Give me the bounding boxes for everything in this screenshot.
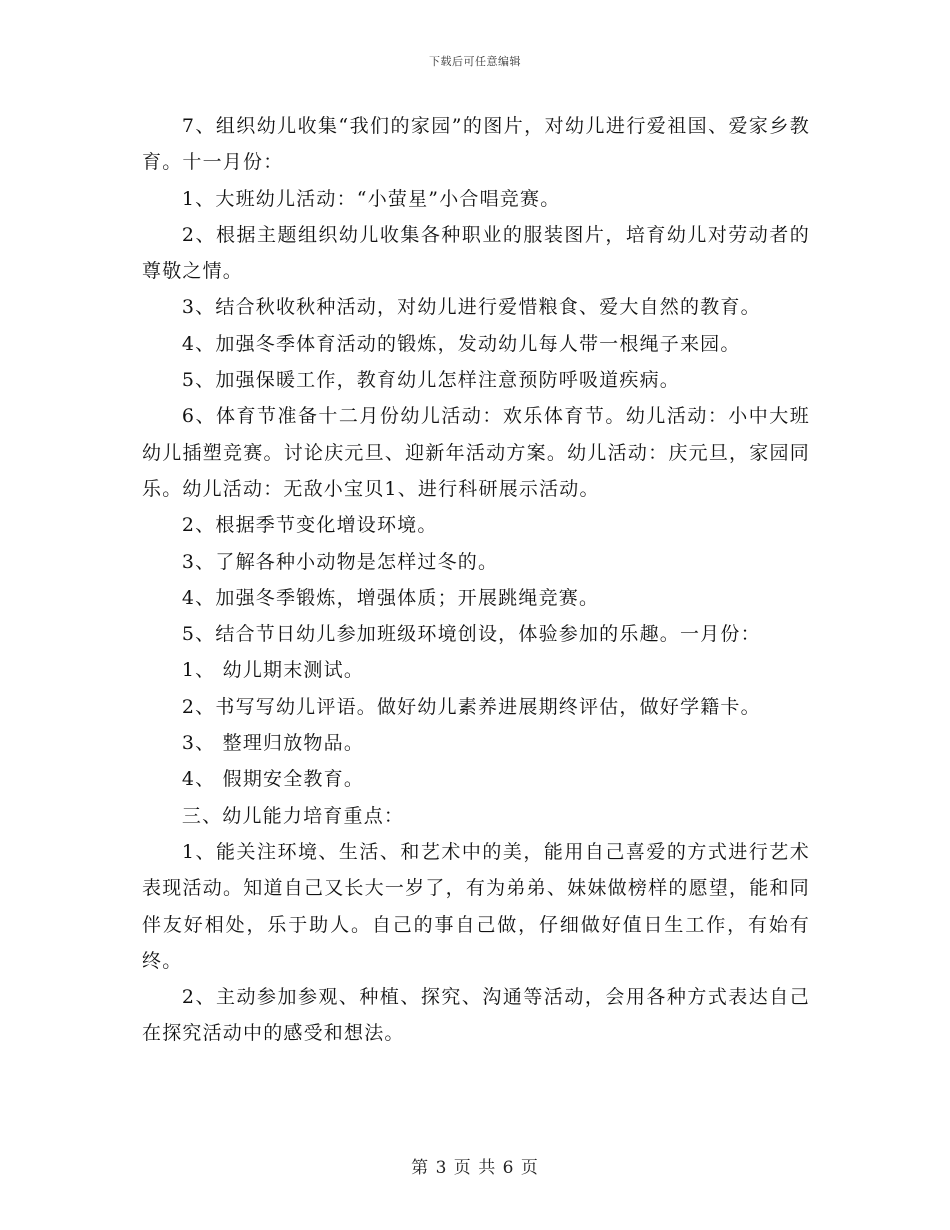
paragraph: 1、能关注环境、生活、和艺术中的美，能用自己喜爱的方式进行艺术表现活动。知道自己又长大一岁了，有为弟弟、妹妹做榜样的愿望，能和同伴友好相处，乐于助人。自己的事自己做，仔细做好值日生工作，有始有终。 bbox=[142, 840, 810, 972]
paragraph: 1、大班幼儿活动：“小萤星”小合唱竞赛。 bbox=[181, 187, 561, 210]
paragraph: 7、组织幼儿收集“我们的家园”的图片，对幼儿进行爱祖国、爱家乡教育。十一月份： bbox=[142, 115, 810, 174]
section-heading: 三、幼儿能力培育重点： bbox=[181, 804, 405, 827]
paragraph: 5、加强保暖工作，教育幼儿怎样注意预防呼吸道疾病。 bbox=[181, 369, 680, 392]
paragraph: 2、根据季节变化增设环境。 bbox=[181, 514, 438, 537]
paragraph: 4、 假期安全教育。 bbox=[181, 768, 365, 791]
paragraph: 4、加强冬季锻炼，增强体质；开展跳绳竞赛。 bbox=[181, 586, 600, 609]
page-number-footer: 第 3 页 共 6 页 bbox=[411, 1158, 539, 1178]
document-body bbox=[142, 108, 810, 1052]
paragraph: 3、结合秋收秋种活动，对幼儿进行爱惜粮食、爱大自然的教育。 bbox=[181, 296, 761, 319]
paragraph: 2、书写写幼儿评语。做好幼儿素养进展期终评估，做好学籍卡。 bbox=[181, 695, 761, 718]
paragraph: 5、结合节日幼儿参加班级环境创设，体验参加的乐趣。一月份： bbox=[181, 623, 761, 646]
paragraph: 2、主动参加参观、种植、探究、沟通等活动，会用各种方式表达自己在探究活动中的感受和想法。 bbox=[142, 986, 810, 1045]
paragraph: 2、根据主题组织幼儿收集各种职业的服装图片，培育幼儿对劳动者的尊敬之情。 bbox=[142, 223, 810, 283]
paragraph: 3、了解各种小动物是怎样过冬的。 bbox=[181, 550, 499, 573]
paragraph: 4、加强冬季体育活动的锻炼，发动幼儿每人带一根绳子来园。 bbox=[181, 332, 741, 355]
page-header: 下载后可任意编辑 bbox=[429, 55, 521, 68]
paragraph: 1、 幼儿期末测试。 bbox=[181, 659, 365, 682]
paragraph: 3、 整理归放物品。 bbox=[181, 732, 365, 755]
paragraph: 6、体育节准备十二月份幼儿活动：欢乐体育节。幼儿活动：小中大班幼儿插塑竞赛。讨论庆元旦、迎新年活动方案。幼儿活动：庆元旦，家园同乐。幼儿活动：无敌小宝贝1、进行科研展示活动。 bbox=[142, 405, 810, 500]
